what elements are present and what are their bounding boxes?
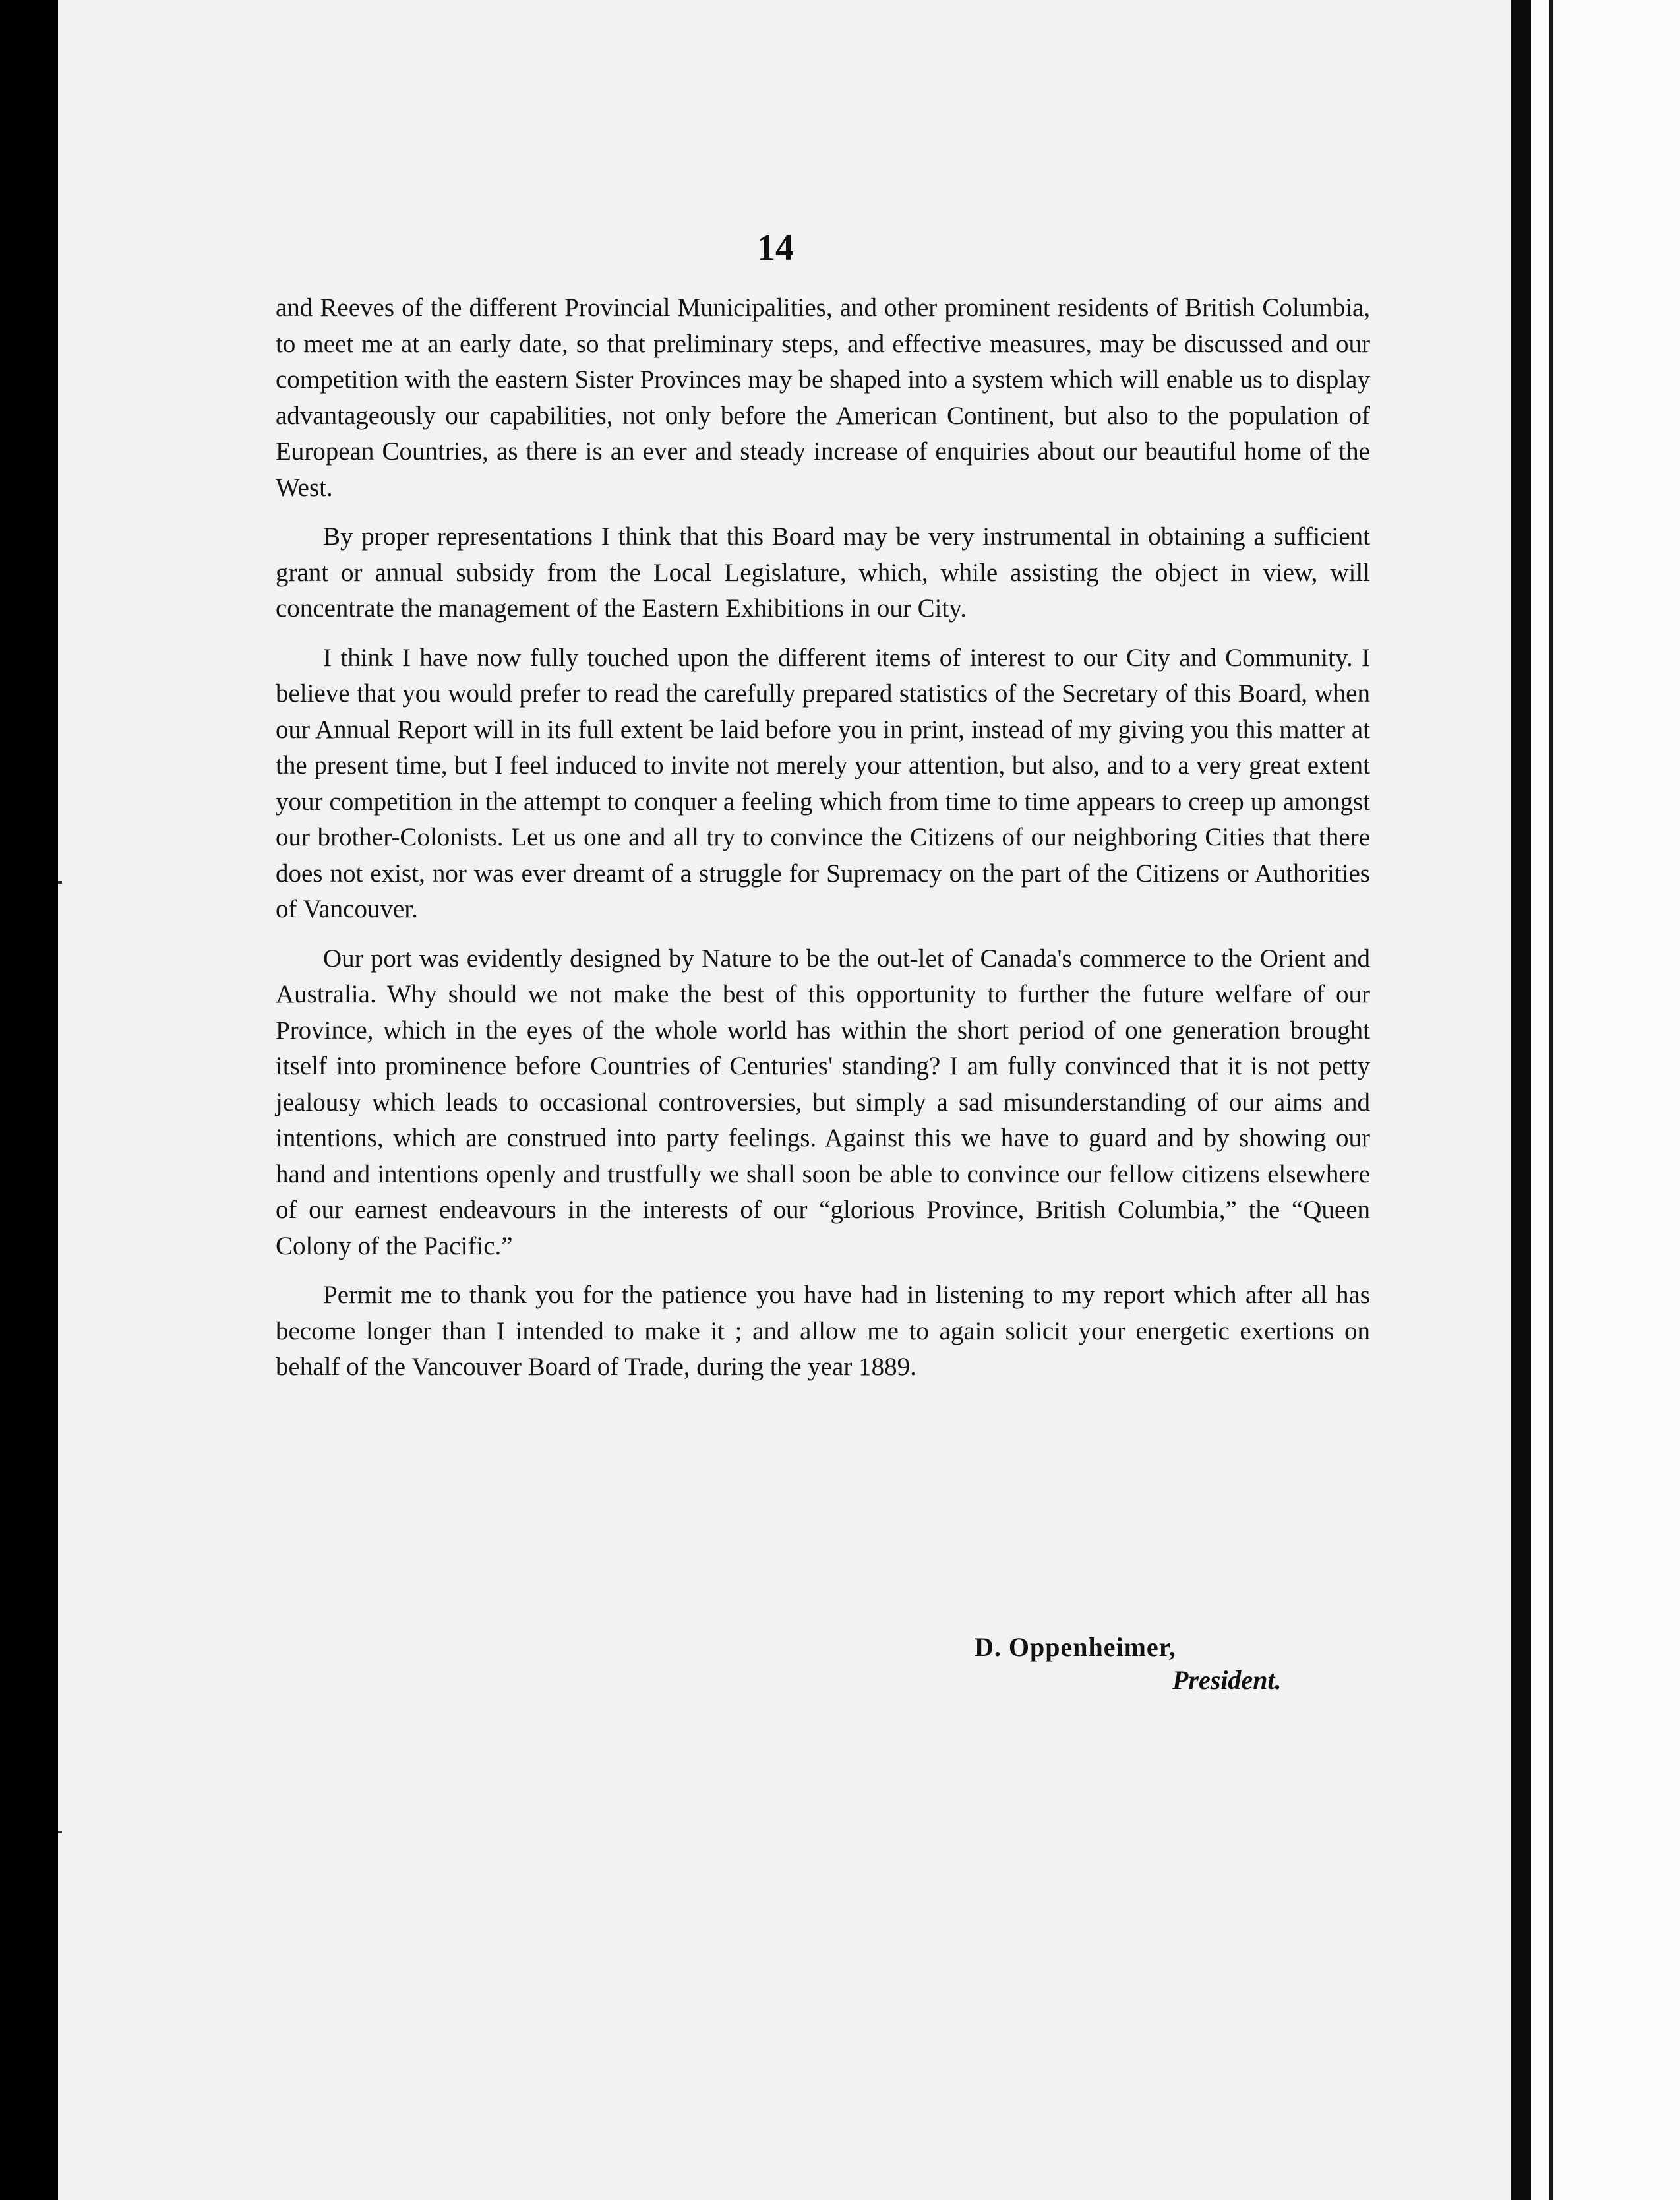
paragraph-1: and Reeves of the different Provincial Municipalities, and other prominent residents of British Columbia, to meet me at an early date, so that preliminary steps, and effective measures, may be discussed and our competition with the eastern Sister Provinces may be shaped into a system which will enable us to display advantageously our capabilities, not only before the American Continent, but also to the population of European Countries, as there is an ever and steady increase of enquiries about our beautiful home of the West. <box>276 293 1370 502</box>
body-text <box>276 290 1370 1399</box>
page-gutter <box>1511 0 1531 2200</box>
signature-name: D. Oppenheimer, <box>975 1632 1176 1662</box>
margin-mark <box>58 1831 62 1833</box>
paragraph-4: Our port was evidently designed by Nature to be the out-let of Canada's commerce to the Orient and Australia. Why should we not make the best of this opportunity to further the future welfare of our Province, which in the eyes of the whole world has within the short period of one generation brought itself into prominence before Countries of Centuries' standing? I am fully convinced that it is not petty jealousy which leads to occasional controversies, but simply a sad misunderstanding of our aims and intentions, which are construed into party feelings. Against this we have to guard and by showing our hand and intentions openly and trustfully we shall soon be able to convince our fellow citizens elsewhere of our earnest endeavours in the interests of our “glorious Province, British Columbia,” the “Queen Colony of the Pacific.” <box>276 944 1370 1260</box>
page-number: 14 <box>757 228 794 268</box>
signature-title: President. <box>1172 1665 1282 1695</box>
paragraph-3: I think I have now fully touched upon the different items of interest to our City and Community. I believe that you would prefer to read the carefully prepared statistics of the Secretary of this Board, when our Annual Report will in its full extent be laid before you in print, instead of my giving you this matter at the present time, but I feel induced to invite not merely your attention, but also, and to a very great extent your competition in the attempt to conquer a feeling which from time to time appears to creep up amongst our brother-Colonists. Let us one and all try to convince the Citizens of our neighboring Cities that there does not exist, nor was ever dreamt of a struggle for Supremacy on the part of the Citizens or Authorities of Vancouver. <box>276 643 1370 923</box>
adjacent-page-edge <box>1531 0 1680 2200</box>
paragraph-2: By proper representations I think that this Board may be very instrumental in obtaining a sufficient grant or annual subsidy from the Local Legislature, which, while assisting the object in view, will concentrate the management of the Eastern Exhibitions in our City. <box>276 522 1370 623</box>
paragraph-5: Permit me to thank you for the patience you have had in listening to my report which after all has become longer than I intended to make it ; and allow me to again solicit your energetic exertions on behalf of the Vancouver Board of Trade, during the year 1889. <box>276 1281 1370 1381</box>
document-page <box>58 0 1511 2200</box>
binding-line <box>1549 0 1553 2200</box>
margin-mark <box>58 881 62 884</box>
